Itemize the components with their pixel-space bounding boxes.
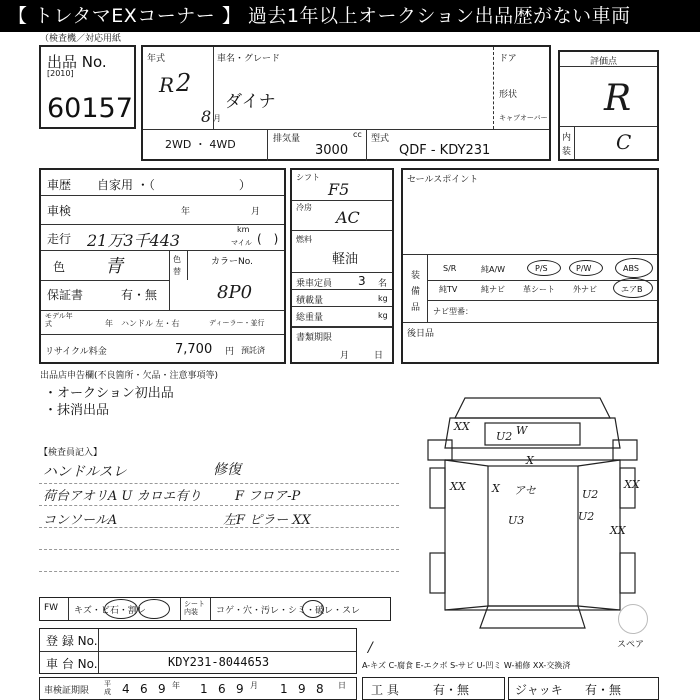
fw-items: キズ・ビ石・割レ (74, 606, 146, 616)
diagram-tailgate (480, 606, 585, 628)
recycle-note: 預託済 (241, 346, 265, 355)
header-banner: 【 トレタマEXコーナー 】 過去1年以上オークション出品歴がない車両 (0, 0, 700, 32)
regcert-era: 平成 (104, 680, 111, 696)
mileage-unit-mile: マイル (231, 239, 252, 247)
history-label: 車歴 (47, 178, 72, 192)
doc-deadline-month: 月 (340, 351, 350, 361)
history-value: 自家用 ・（ ） (97, 178, 251, 192)
equipment-label-3: 品 (411, 303, 421, 313)
colorno-label: カラーNo. (211, 257, 253, 267)
registration-box (39, 628, 357, 674)
doc-deadline-label: 書類期限 (296, 333, 333, 343)
diagram-mark-2: U2 (496, 430, 513, 443)
subhead: （検査機／対応用紙 (40, 34, 122, 44)
mileage-label: 走行 (47, 232, 72, 246)
spare-label: スペア (617, 640, 645, 650)
inspector-note-5: コンソールA (43, 513, 118, 528)
diagram-mark-9: U2 (582, 488, 599, 501)
total-weight-label: 総重量 (296, 313, 324, 323)
check-mark: / (368, 640, 373, 656)
score-label: 評価点 (590, 57, 618, 67)
equip-aw: 純A/W (481, 265, 506, 274)
equip-ps-circle (527, 260, 561, 276)
diagram-mark-8: アセ (514, 484, 536, 497)
equip-tv: 純TV (439, 285, 458, 294)
equip-abs: ABS (623, 264, 639, 273)
declaration-item-1: ・オークション初出品 (44, 386, 174, 401)
inspection-month: 月 (251, 207, 261, 217)
equip-pw-circle (569, 260, 603, 276)
diagram-mark-5: XX (450, 480, 466, 493)
capacity-unit: 名 (378, 279, 388, 289)
handle-side: ハンドル 左・右 (121, 319, 180, 328)
mileage-paren: ( ) (257, 232, 279, 246)
diagram-mark-3: W (516, 424, 528, 437)
regcert-box (39, 677, 357, 700)
displacement-unit: cc (353, 130, 362, 139)
fw-chip-circle (104, 599, 138, 619)
history-box (39, 168, 286, 364)
diagram-mark-6: X (492, 482, 500, 495)
regcert-d7: 1 (280, 682, 288, 696)
shape-label: 形状 (499, 90, 518, 100)
regcert-d1: 4 (122, 682, 130, 696)
recycle-unit: 円 (225, 347, 235, 357)
warranty-value: 有・無 (121, 288, 158, 302)
diagram-mark-4: X (526, 454, 534, 467)
score-box (558, 50, 659, 161)
drive-type: 2WD ・ 4WD (165, 138, 236, 151)
dealer-type: ディーラー・並行 (209, 319, 265, 327)
tools-box (362, 677, 505, 700)
tools-label: 工 具 (371, 683, 399, 697)
inspector-note-1: ハンドルスレ (43, 464, 127, 480)
aircon-value: AC (336, 208, 360, 227)
regcert-d4: 1 (200, 682, 208, 696)
equip-ps: P/S (535, 264, 548, 273)
colorno-value: 8P0 (217, 282, 253, 303)
equip-pw: P/W (576, 264, 592, 273)
diagram-right-mirror (613, 440, 637, 460)
equipment-label-1: 装 (411, 271, 421, 281)
interior-bar (39, 597, 391, 621)
equip-airbag-circle (613, 278, 653, 298)
chassis-label: 車 台 No. (46, 657, 98, 671)
regcert-d8: 9 (298, 682, 306, 696)
equip-ext-navi: 外ナビ (573, 285, 597, 294)
door-label: ドア (499, 54, 517, 64)
registration-label: 登 録 No. (46, 634, 98, 648)
score-value: R (604, 78, 632, 119)
mileage-unit-km: km (237, 225, 250, 234)
lot-label: 出品 No. (47, 53, 107, 71)
year-month: 8 (201, 107, 212, 126)
diagram-left-front-wheel (430, 468, 445, 508)
regcert-d2: 6 (140, 682, 148, 696)
inspector-label: 【検査員記入】 (39, 448, 103, 458)
diagram-mark-11: U2 (578, 510, 595, 523)
interior-defects: コゲ・穴・汚レ・シミ・破レ・スレ (216, 606, 361, 616)
fw-label: FW (44, 603, 59, 613)
chassis-value: KDY231-8044653 (168, 655, 270, 669)
car-label: 車名・グレード (217, 54, 281, 64)
fuel-label: 燃料 (296, 235, 312, 244)
color-change-1: 色 (173, 255, 181, 264)
equip-airbag: エアB (621, 285, 643, 294)
interior-label-1: 内 (562, 133, 572, 143)
year-month-unit: 月 (213, 114, 221, 123)
navi-model: ナビ型番： (433, 307, 473, 316)
inspector-note-6: 左F ピラー XX (223, 513, 311, 528)
regcert-d5: 6 (218, 682, 226, 696)
seat-label: シート内装 (184, 600, 205, 616)
shift-label: シフト (296, 173, 320, 182)
lot-number: 60157 (47, 93, 133, 124)
equip-sr: S/R (443, 264, 457, 273)
year-era: R (159, 73, 175, 97)
jack-value: 有・無 (585, 683, 622, 697)
fuel-value: 軽油 (332, 252, 359, 267)
post-date-label: 後日品 (407, 329, 435, 339)
regcert-d3: 9 (158, 682, 166, 696)
vehicle-damage-diagram (410, 388, 660, 638)
spare-tire-icon (618, 604, 648, 634)
displacement-label: 排気量 (273, 134, 301, 144)
mileage-value: 21万3千443 (87, 231, 181, 250)
diagram-mark-12: XX (610, 524, 626, 537)
equip-abs-circle (615, 258, 653, 278)
damage-legend: A-キズ C-腐食 E-エクボ S-サビ U-凹ミ W-補修 XX-交換済 (362, 661, 571, 670)
color-change-2: 替 (173, 267, 181, 276)
equip-navi: 純ナビ (481, 285, 505, 294)
regcert-unit-day: 日 (338, 681, 346, 690)
fw-crack-circle (138, 599, 170, 619)
inspector-note-2: 修復 (213, 462, 241, 478)
declaration-item-2: ・抹消出品 (44, 403, 110, 418)
inspector-note-3: 荷台アオリA U カロエ有り (43, 489, 202, 504)
sales-box (401, 168, 659, 364)
regcert-d9: 8 (316, 682, 324, 696)
diagram-left-mirror (428, 440, 452, 460)
spec-box (290, 168, 394, 364)
regcert-unit-month: 月 (250, 681, 258, 690)
regcert-label: 車検証期限 (44, 686, 90, 696)
inspector-box (39, 445, 399, 593)
model-value: QDF - KDY231 (399, 143, 491, 158)
year-label: 年式 (147, 54, 166, 64)
capacity-value: 3 (358, 274, 366, 288)
diagram-mark-7: XX (624, 478, 640, 491)
doc-deadline-day: 日 (374, 351, 384, 361)
lot-year-tag: [2010] (47, 69, 74, 78)
diagram-bed (445, 460, 620, 610)
color-label: 色 (53, 260, 66, 274)
load-label: 積載量 (296, 296, 324, 306)
year-value: 2 (176, 69, 192, 97)
diagram-left-rear-wheel (430, 553, 445, 593)
model-label: 型式 (371, 134, 390, 144)
sales-point-label: セールスポイント (407, 175, 479, 185)
model-year-label: モデル年式 (45, 312, 73, 328)
aircon-label: 冷房 (296, 203, 312, 212)
total-weight-unit: kg (378, 311, 388, 320)
equipment-label-2: 備 (411, 287, 421, 297)
displacement-value: 3000 (315, 143, 349, 158)
shape-value: キャブオーバー (499, 114, 548, 122)
interior-value: C (616, 130, 632, 154)
inspector-note-4: F フロア-P (235, 489, 301, 504)
diagram-right-rear-wheel (620, 553, 635, 593)
shift-value: F5 (328, 180, 350, 199)
diagram-mark-1: XX (454, 420, 470, 433)
interior-label-2: 装 (562, 147, 572, 157)
color-value: 青 (105, 256, 123, 277)
declaration-label: 出品店申告欄(不良箇所・欠品・注意事項等) (40, 371, 219, 381)
lot-box (39, 45, 136, 129)
model-year-year: 年 (105, 319, 113, 328)
jack-label: ジャッキ (515, 683, 563, 697)
capacity-label: 乗車定員 (296, 279, 333, 289)
diagram-mark-10: U3 (508, 514, 525, 527)
inspection-year: 年 (181, 207, 191, 217)
warranty-label: 保証書 (47, 288, 84, 302)
recycle-label: リサイクル料金 (45, 347, 107, 357)
diagram-roof-outline (455, 398, 610, 418)
tools-value: 有・無 (433, 683, 470, 697)
recycle-value: 7,700 (175, 342, 213, 357)
top-info-box (141, 45, 551, 161)
jack-box (508, 677, 659, 700)
regcert-d6: 9 (236, 682, 244, 696)
regcert-unit-year: 年 (172, 681, 180, 690)
inspection-label: 車検 (47, 204, 72, 218)
car-name: ダイナ (225, 92, 276, 112)
load-unit: kg (378, 294, 388, 303)
stain-circle (302, 600, 324, 618)
equip-leather: 革シート (523, 285, 555, 294)
